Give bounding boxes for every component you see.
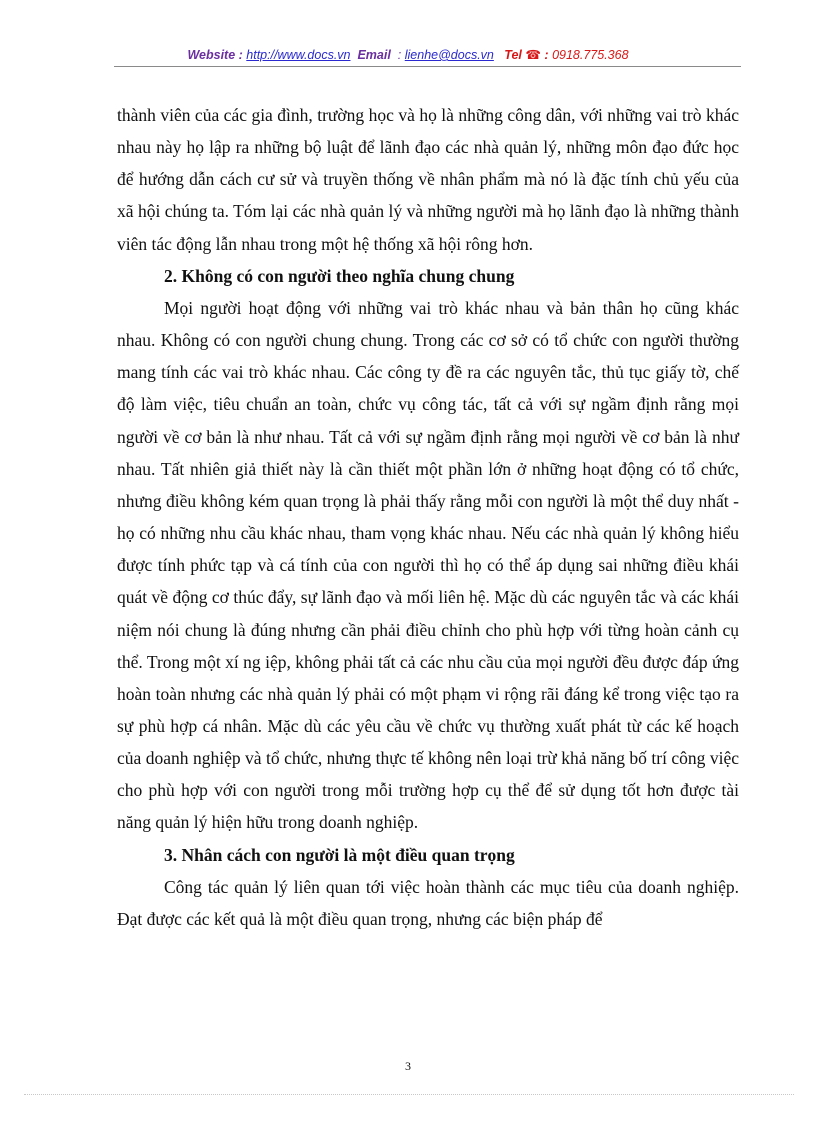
paragraph-section-2: Mọi người hoạt động với những vai trò khác nhau và bản thân họ cũng khác nhau. Không có con người chung chung. Trong các cơ sở có tổ chức con người thường mang tính các vai trò khác nhau. Các công ty đề ra các nguyên tắc, thủ tục giấy tờ, chế độ làm việc, tiêu chuẩn an toàn, chức vụ công tác, tất cả với sự ngầm định rằng mọi người về cơ bản là như nhau. Tất cả với sự ngầm định rằng mọi người về cơ bản là như nhau. Tất nhiên giả thiết này là cần thiết một phần lớn ở những hoạt động có tổ chức, nhưng điều không kém quan trọng là phải thấy rằng mỗi con người là một thể duy nhất - họ có những nhu cầu khác nhau, tham vọng khác nhau. Nếu các nhà quản lý không hiểu được tính phức tạp và cá tính của con người thì họ có thể áp dụng sai những điều khái quát về động cơ thúc đẩy, sự lãnh đạo và mối liên hệ. Mặc dù các nguyên tắc và các khái niệm nói chung là đúng nhưng cần phải điều chỉnh cho phù hợp với từng hoàn cảnh cụ thể. Trong một xí ng iệp, không phải tất cả các nhu cầu của mọi người đều được đáp ứng hoàn toàn nhưng các nhà quản lý phải có một phạm vi rộng rãi đáng kể trong việc tạo ra sự phù hợp cá nhân. Mặc dù các yêu cầu về chức vụ thường xuất phát từ các kế hoạch của doanh nghiệp và tổ chức, nhưng thực tế không nên loại trừ khả năng bố trí công việc cho phù hợp với con người trong mỗi trường hợp cụ thể để sử dụng tốt hơn được tài năng quản lý hiện hữu trong doanh nghiệp. [117, 297, 739, 833]
email-separator: : [397, 48, 402, 62]
page-bottom-divider [24, 1094, 794, 1095]
website-link[interactable]: http://www.docs.vn [246, 48, 351, 62]
header-divider [114, 66, 741, 67]
tel-label: Tel ☎ : [504, 48, 549, 62]
email-link[interactable]: lienhe@docs.vn [404, 48, 494, 62]
page-number: 3 [405, 1059, 411, 1073]
email-label: Email [357, 48, 391, 62]
tel-number: 0918.775.368 [552, 48, 629, 62]
website-label: Website : [187, 48, 243, 62]
page-header [0, 46, 816, 64]
section-heading-2: 2. Không có con người theo nghĩa chung chung [164, 265, 515, 286]
paragraph-section-3: Công tác quản lý liên quan tới việc hoàn thành các mục tiêu của doanh nghiệp. Đạt được các kết quả là một điều quan trọng, nhưng các biện pháp để [117, 876, 739, 929]
section-heading-3: 3. Nhân cách con người là một điều quan trọng [164, 844, 515, 865]
document-body [117, 99, 739, 935]
paragraph-continuation: thành viên của các gia đình, trường học và họ là những công dân, với những vai trò khác nhau này họ lập ra những bộ luật để lãnh đạo các nhà quản lý, những môn đạo đức học để hướng dẫn cách cư sử và truyền thống về nhân phẩm mà nó là đặc tính chủ yếu của xã hội chúng ta. Tóm lại các nhà quản lý và những người mà họ lãnh đạo là những thành viên tác động lẫn nhau trong một hệ thống xã hội rông hơn. [117, 105, 739, 254]
